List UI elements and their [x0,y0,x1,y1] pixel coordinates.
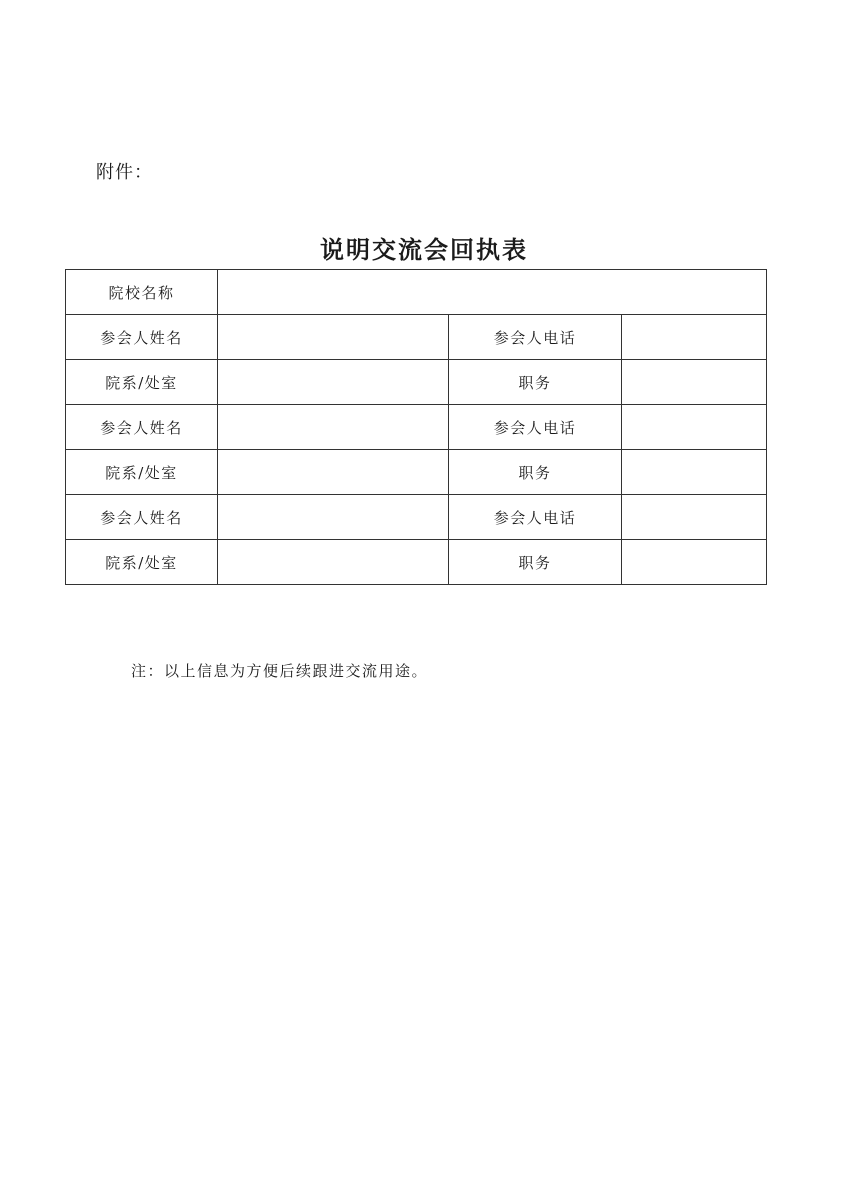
attendee-2-name-field[interactable] [218,405,449,450]
form-title: 说明交流会回执表 [320,235,528,264]
attachment-label: 附件： [96,162,153,183]
school-name-label: 院校名称 [66,270,218,315]
attendee-2-phone-field[interactable] [622,405,767,450]
attendee-phone-label: 参会人电话 [449,495,622,540]
attendee-3-name-field[interactable] [218,495,449,540]
attendee-2-department-row [66,450,767,495]
attendee-phone-label: 参会人电话 [449,405,622,450]
attendee-3-position-field[interactable] [622,540,767,585]
attendee-3-phone-field[interactable] [622,495,767,540]
school-name-field[interactable] [218,270,767,315]
receipt-table [65,269,767,585]
attendee-2-department-field[interactable] [218,450,449,495]
attendee-1-department-field[interactable] [218,360,449,405]
attendee-1-name-field[interactable] [218,315,449,360]
attendee-name-label: 参会人姓名 [66,405,218,450]
school-name-row [66,270,767,315]
attendee-1-name-row [66,315,767,360]
attendee-3-department-field[interactable] [218,540,449,585]
attendee-2-name-row [66,405,767,450]
attendee-position-label: 职务 [449,540,622,585]
footnote: 注：以上信息为方便后续跟进交流用途。 [131,662,429,680]
attendee-name-label: 参会人姓名 [66,315,218,360]
attendee-3-department-row [66,540,767,585]
attendee-3-name-row [66,495,767,540]
attendee-1-position-field[interactable] [622,360,767,405]
attendee-2-position-field[interactable] [622,450,767,495]
attendee-department-label: 院系/处室 [66,450,218,495]
attendee-1-department-row [66,360,767,405]
attendee-department-label: 院系/处室 [66,360,218,405]
attendee-position-label: 职务 [449,360,622,405]
attendee-1-phone-field[interactable] [622,315,767,360]
attendee-department-label: 院系/处室 [66,540,218,585]
attendee-position-label: 职务 [449,450,622,495]
attendee-phone-label: 参会人电话 [449,315,622,360]
attendee-name-label: 参会人姓名 [66,495,218,540]
